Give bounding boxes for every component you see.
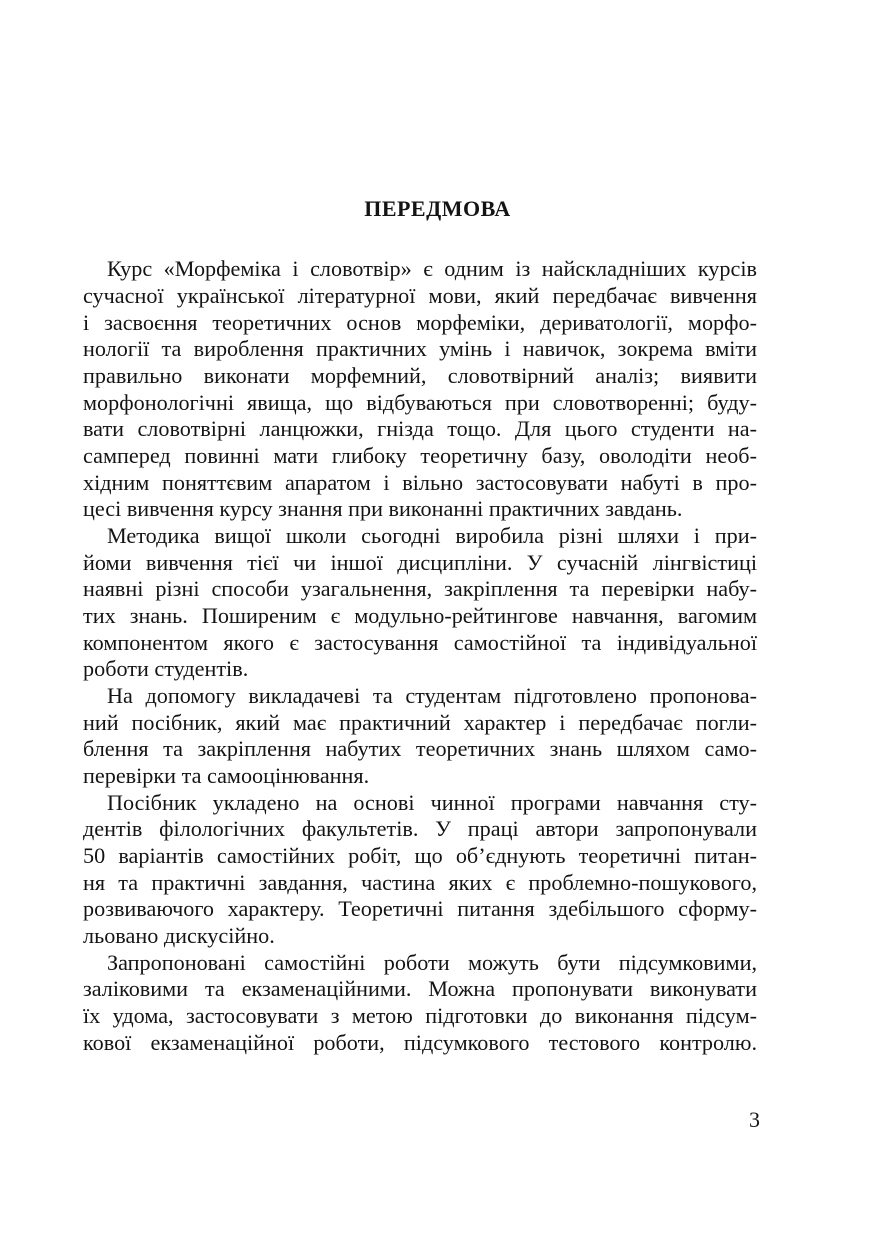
paragraph-5-line-3: їх удома, застосовувати з метою підготовки до виконання підсум- xyxy=(83,1003,757,1028)
paragraph-5-line-2: заліковими та екзаменаційними. Можна пропонувати виконувати xyxy=(83,976,757,1001)
paragraph-4-line-5: розвиваючого характеру. Теоретичні питання здебільшого сформу- xyxy=(83,896,757,921)
paragraph-1-line-9: хідним поняттєвим апаратом і вільно застосовувати набуті в про- xyxy=(83,470,757,495)
paragraph-4-line-6: льовано дискусійно. xyxy=(83,923,275,948)
paragraph-1-line-10: цесі вивчення курсу знання при виконанні практичних завдань. xyxy=(83,496,683,521)
paragraph-5-line-1: Запропоновані самостійні роботи можуть бути підсумковими, xyxy=(107,950,757,975)
paragraph-4-line-2: дентів філологічних факультетів. У праці автори запропонували xyxy=(83,816,757,841)
paragraph-4-line-4: ня та практичні завдання, частина яких є проблемно-пошукового, xyxy=(83,870,757,895)
paragraph-1-line-4: нології та вироблення практичних умінь і навичок, зокрема вміти xyxy=(83,336,757,361)
paragraph-3-line-1: На допомогу викладачеві та студентам підготовлено пропонова- xyxy=(107,683,757,708)
paragraph-1-line-3: і засвоєння теоретичних основ морфеміки, дериватології, морфо- xyxy=(83,310,757,335)
paragraph-5-line-4: кової екзаменаційної роботи, підсумкового тестового контролю. xyxy=(83,1030,757,1055)
paragraph-4-line-1: Посібник укладено на основі чинної програми навчання сту- xyxy=(107,790,757,815)
paragraph-3-line-4: перевірки та самооцінювання. xyxy=(83,763,370,788)
paragraph-3-line-2: ний посібник, який має практичний характер і передбачає погли- xyxy=(83,710,757,735)
paragraph-2-line-4: тих знань. Поширеним є модульно-рейтингове навчання, вагомим xyxy=(83,603,757,628)
paragraph-2-line-2: йоми вивчення тієї чи іншої дисципліни. У сучасній лінгвістиці xyxy=(83,550,757,575)
paragraph-3-line-3: блення та закріплення набутих теоретичних знань шляхом само- xyxy=(83,736,757,761)
page-title: ПЕРЕДМОВА xyxy=(364,196,511,221)
paragraph-2-line-3: наявні різні способи узагальнення, закріплення та перевірки набу- xyxy=(83,576,757,601)
paragraph-2-line-1: Методика вищої школи сьогодні виробила різні шляхи і при- xyxy=(107,523,757,548)
paragraph-1-line-6: морфонологічні явища, що відбуваються при словотворенні; буду- xyxy=(83,390,757,415)
paragraph-2-line-6: роботи студентів. xyxy=(83,656,249,681)
paragraph-1-line-8: самперед повинні мати глибоку теоретичну базу, оволодіти необ- xyxy=(83,443,757,468)
paragraph-1-line-1: Курс «Морфеміка і словотвір» є одним із найскладніших курсів xyxy=(107,256,757,281)
page-number: 3 xyxy=(749,1107,760,1132)
paragraph-1-line-2: сучасної української літературної мови, який передбачає вивчення xyxy=(83,283,757,308)
paragraph-1-line-7: вати словотвірні ланцюжки, гнізда тощо. Для цього студенти на- xyxy=(83,416,757,441)
paragraph-1-line-5: правильно виконати морфемний, словотвірний аналіз; виявити xyxy=(83,363,757,388)
paragraph-4-line-3: 50 варіантів самостійних робіт, що об’єднують теоретичні питан- xyxy=(83,843,757,868)
paragraph-2-line-5: компонентом якого є застосування самостійної та індивідуальної xyxy=(83,630,757,655)
